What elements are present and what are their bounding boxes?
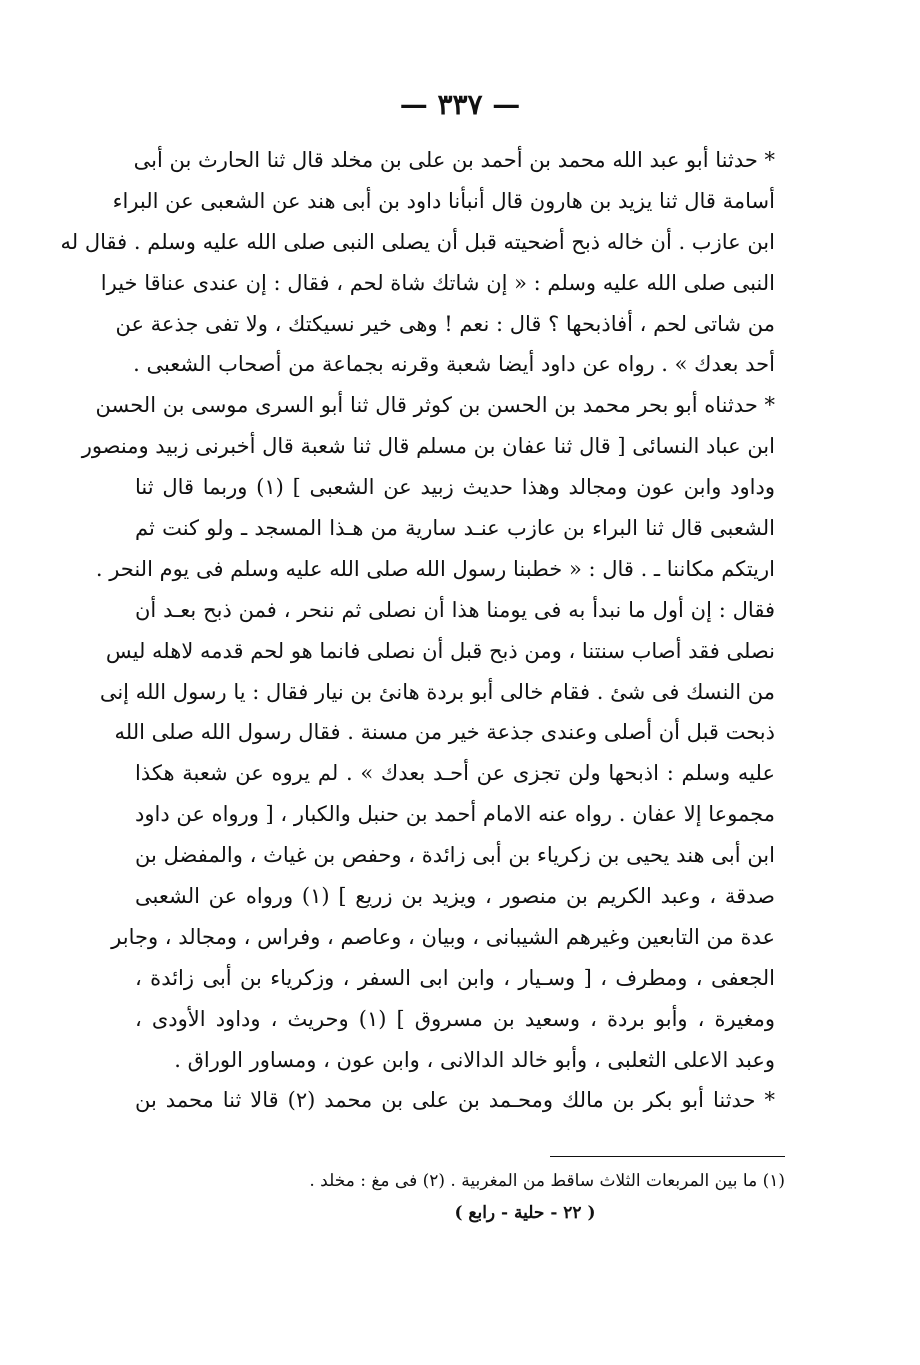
text-line: صدقة ، وعبد الكريم بن منصور ، ويزيد بن زريع ] (١) ورواه عن الشعبى	[135, 884, 775, 909]
signature-mark: ( ٢٢ - حلية - رابع )	[454, 1203, 596, 1223]
text-line: من شاتى لحم ، أفاذبحها ؟ قال : نعم ! وهى خير نسيكتك ، ولا تفى جذعة عن	[115, 311, 775, 336]
page-number: — ٣٣٧ —	[399, 88, 521, 121]
footnote: (١) ما بين المربعات الثلاث ساقط من المغربية . (٢) فى مغ : مخلد .	[309, 1171, 785, 1191]
text-line: اريتكم مكاننا ـ . قال : « خطبنا رسول الله صلى الله عليه وسلم فى يوم النحر .	[95, 556, 775, 581]
footnote-divider	[550, 1156, 785, 1157]
text-line: من النسك فى شئ . فقام خالى أبو بردة هانئ بن نيار فقال : يا رسول الله إنى	[99, 679, 775, 704]
text-line: ابن عباد النسائى [ قال ثنا عفان بن مسلم قال ثنا شعبة قال أخبرنى زبيد ومنصور	[81, 434, 775, 459]
text-line: نصلى فقد أصاب سنتنا ، ومن ذبح قبل أن نصلى فانما هو لحم قدمه لاهله ليس	[105, 638, 775, 663]
text-line: ابن عازب . أن خاله ذبح أضحيته قبل أن يصلى النبى صلى الله عليه وسلم . فقال له	[60, 229, 775, 254]
text-line: فقال : إن أول ما نبدأ به فى يومنا هذا أن نصلى ثم ننحر ، فمن ذبح بعـد أن	[135, 597, 775, 622]
text-line: الشعبى قال ثنا البراء بن عازب عنـد سارية من هـذا المسجد ـ ولو كنت ثم	[135, 516, 775, 541]
text-line: ابن أبى هند يحيى بن زكرياء بن أبى زائدة ، وحفص بن غياث ، والمفضل بن	[135, 843, 775, 868]
text-line: وعبد الاعلى الثعلبى ، وأبو خالد الدالانى ، وابن عون ، ومساور الوراق .	[174, 1047, 775, 1072]
text-line: الجعفى ، ومطرف ، [ وسـيار ، وابن ابى السفر ، وزكرياء بن أبى زائدة ،	[135, 965, 775, 990]
text-line: وداود وابن عون ومجالد وهذا حديث زبيد عن الشعبى ] (١) وربما قال ثنا	[135, 475, 775, 500]
text-line: * حدثنا أبو عبد الله محمد بن أحمد بن على بن مخلد قال ثنا الحارث بن أبى	[133, 148, 775, 172]
text-line: * حدثنا أبو بكر بن مالك ومحـمد بن على بن محمد (٢) قالا ثنا محمد بن	[135, 1088, 775, 1113]
text-line: عليه وسلم : اذبحها ولن تجزى عن أحـد بعدك » . لم يروه عن شعبة هكذا	[135, 761, 775, 786]
text-line: ومغيرة ، وأبو بردة ، وسعيد بن مسروق ] (١) وحريث ، وداود الأودى ،	[135, 1006, 775, 1031]
text-line: أحد بعدك » . رواه عن داود أيضا شعبة وقرنه بجماعة من أصحاب الشعبى .	[133, 352, 775, 377]
text-line: * حدثناه أبو بحر محمد بن الحسن بن كوثر قال ثنا أبو السرى موسى بن الحسن	[95, 393, 775, 418]
text-line: أسامة قال ثنا يزيد بن هارون قال أنبأنا داود بن أبى هند عن الشعبى عن البراء	[112, 188, 775, 213]
text-line: النبى صلى الله عليه وسلم : « إن شاتك شاة لحم ، فقال : إن عندى عناقا خيرا	[100, 270, 775, 295]
text-line: مجموعا إلا عفان . رواه عنه الامام أحمد بن حنبل والكبار ، [ ورواه عن داود	[135, 802, 775, 827]
text-line: ذبحت قبل أن أصلى وعندى جذعة خير من مسنة . فقال رسول الله صلى الله	[114, 720, 775, 745]
text-line: عدة من التابعين وغيرهم الشيبانى ، وبيان ، وعاصم ، وفراس ، ومجالد ، وجابر	[111, 924, 775, 949]
body-text	[60, 140, 775, 1121]
